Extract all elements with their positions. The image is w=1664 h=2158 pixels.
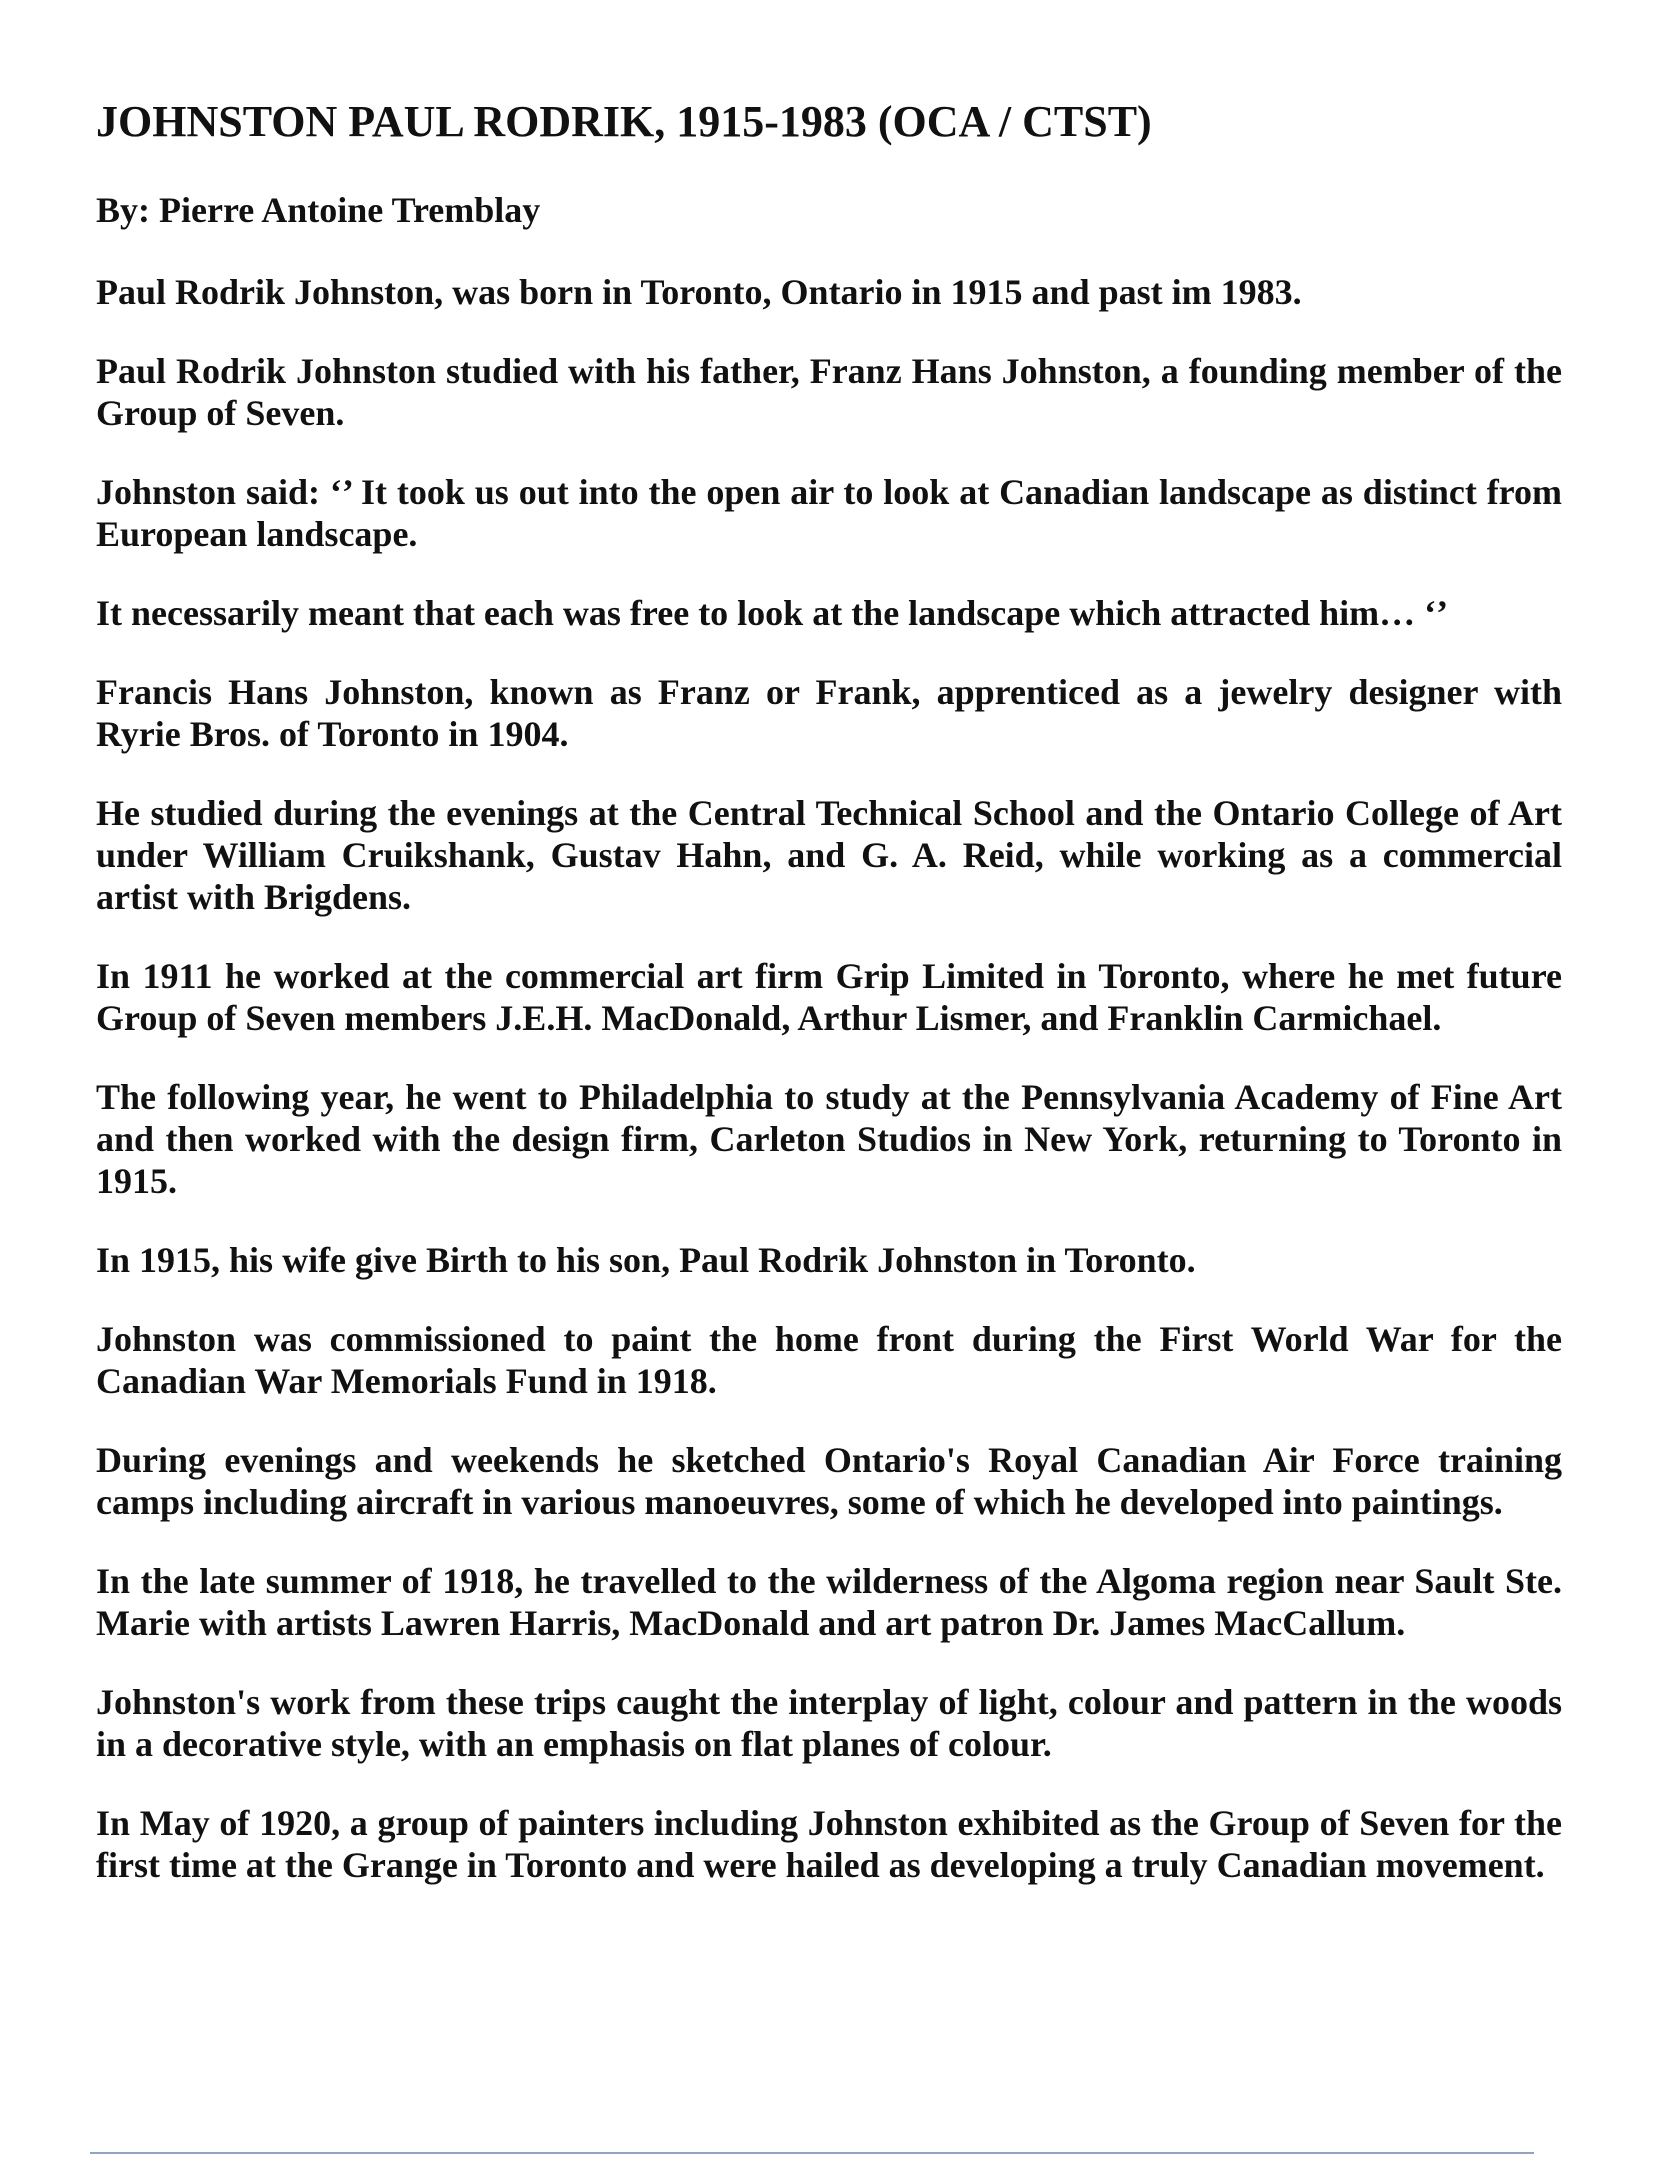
paragraph: In 1915, his wife give Birth to his son, Paul Rodrik Johnston in Toronto.	[96, 1240, 1196, 1280]
paragraph: The following year, he went to Philadelphia to study at the Pennsylvania Academy of Fine Art and then worked with the design firm, Carleton Studios in New York, returning to Toronto in 1915.	[96, 1077, 1562, 1201]
paragraph: In May of 1920, a group of painters including Johnston exhibited as the Group of Seven for the first time at the Grange in Toronto and were hailed as developing a truly Canadian movement.	[96, 1803, 1562, 1885]
paragraph: Paul Rodrik Johnston, was born in Toronto, Ontario in 1915 and past im 1983.	[96, 272, 1302, 312]
paragraph: Francis Hans Johnston, known as Franz or Frank, apprenticed as a jewelry designer with Ryrie Bros. of Toronto in 1904.	[96, 672, 1562, 754]
page-bottom-rule	[90, 2152, 1534, 2154]
paragraph: During evenings and weekends he sketched Ontario's Royal Canadian Air Force training camps including aircraft in various manoeuvres, some of which he developed into paintings.	[96, 1440, 1562, 1522]
paragraph: Johnston's work from these trips caught the interplay of light, colour and pattern in the woods in a decorative style, with an emphasis on flat planes of colour.	[96, 1682, 1562, 1764]
paragraph: Johnston was commissioned to paint the home front during the First World War for the Canadian War Memorials Fund in 1918.	[96, 1319, 1562, 1401]
paragraph: Johnston said: ‘’ It took us out into the open air to look at Canadian landscape as distinct from European landscape.	[96, 472, 1562, 554]
document-title: JOHNSTON PAUL RODRIK, 1915-1983 (OCA / CTST)	[96, 97, 1152, 146]
paragraph: It necessarily meant that each was free to look at the landscape which attracted him… ‘’	[96, 593, 1449, 633]
paragraph: In 1911 he worked at the commercial art firm Grip Limited in Toronto, where he met future Group of Seven members J.E.H. MacDonald, Arthur Lismer, and Franklin Carmichael.	[96, 956, 1562, 1038]
paragraph: He studied during the evenings at the Central Technical School and the Ontario College of Art under William Cruikshank, Gustav Hahn, and G. A. Reid, while working as a commercial artist with Brigdens.	[96, 793, 1562, 917]
author-byline: By: Pierre Antoine Tremblay	[96, 190, 541, 230]
paragraph: In the late summer of 1918, he travelled to the wilderness of the Algoma region near Sault Ste. Marie with artists Lawren Harris, MacDonald and art patron Dr. James MacCallum.	[96, 1561, 1562, 1643]
paragraph: Paul Rodrik Johnston studied with his father, Franz Hans Johnston, a founding member of the Group of Seven.	[96, 351, 1562, 433]
document-body	[96, 271, 1562, 1923]
